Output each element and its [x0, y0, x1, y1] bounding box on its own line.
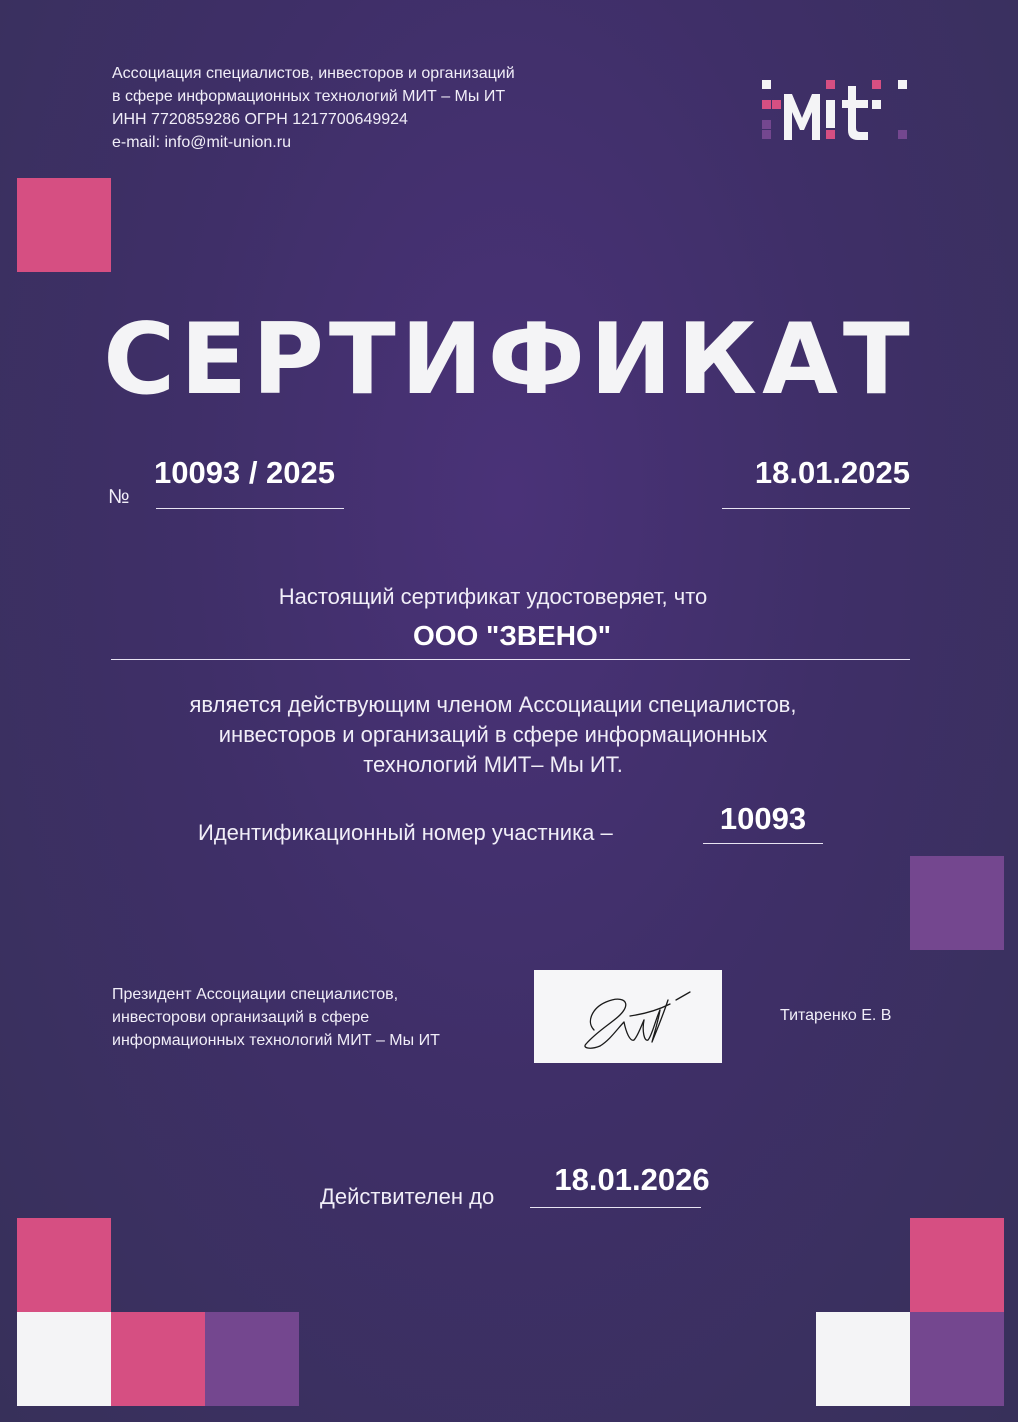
org-line-field: в сфере информационных технологий МИТ – Мы ИТ — [112, 88, 506, 105]
certificate-title: СЕРТИФИКАТ — [103, 303, 915, 417]
valid-until-underline — [530, 1207, 701, 1208]
organization-underline — [111, 659, 910, 660]
issue-date-underline — [722, 508, 910, 509]
president-line: информационных технологий МИТ – Мы ИТ — [112, 1032, 440, 1049]
membership-statement — [112, 690, 874, 780]
member-id-underline — [703, 843, 823, 844]
decor-square-purple-bottom-right — [910, 1312, 1004, 1406]
decor-square-purple-bottom-left — [205, 1312, 299, 1406]
issue-date: 18.01.2025 — [754, 455, 910, 490]
decor-square-pink-bottom-left-2 — [111, 1312, 205, 1406]
president-line: Президент Ассоциации специалистов, — [112, 986, 399, 1003]
signature-image — [534, 970, 722, 1063]
member-id: 10093 — [719, 801, 807, 836]
mit-logo — [760, 78, 910, 144]
certificate-number-underline — [156, 508, 344, 509]
decor-square-pink-top-left — [17, 178, 111, 272]
number-sign: № — [108, 486, 130, 508]
organization-info — [112, 62, 515, 154]
certificate-intro: Настоящий сертификат удостоверяет, что — [278, 584, 708, 609]
org-line-email: e-mail: info@mit-union.ru — [112, 134, 291, 151]
membership-line: является действующим членом Ассоциации специалистов, — [189, 692, 797, 717]
valid-until-date: 18.01.2026 — [554, 1162, 710, 1197]
decor-square-pink-bottom-right — [910, 1218, 1004, 1312]
decor-square-pink-bottom-left — [17, 1218, 111, 1312]
certificate-number: 10093 / 2025 — [154, 455, 336, 490]
decor-square-purple-right — [910, 856, 1004, 950]
member-id-label: Идентификационный номер участника – — [198, 820, 613, 845]
membership-line: инвесторов и организаций в сфере информационных — [218, 722, 768, 747]
membership-line: технологий МИТ– Мы ИТ. — [363, 752, 623, 777]
president-line: инвесторови организаций в сфере — [112, 1009, 370, 1026]
decor-square-white-bottom-right — [816, 1312, 910, 1406]
org-line-registration: ИНН 7720859286 ОГРН 1217700649924 — [112, 111, 408, 128]
signer-name: Титаренко Е. В — [780, 1007, 892, 1024]
valid-until-label: Действителен до — [320, 1184, 495, 1209]
org-line-name: Ассоциация специалистов, инвесторов и организаций — [112, 65, 515, 82]
organization-name: ООО "ЗВЕНО" — [412, 620, 612, 651]
president-title — [112, 983, 440, 1052]
decor-square-white-bottom-left — [17, 1312, 111, 1406]
